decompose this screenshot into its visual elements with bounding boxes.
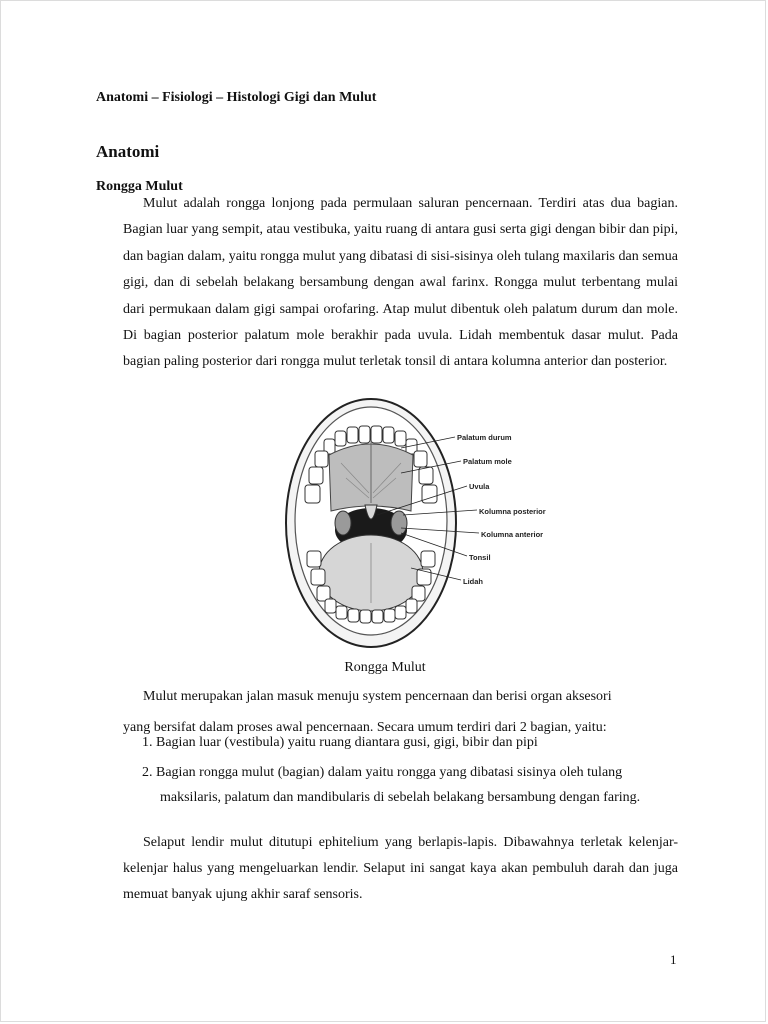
subsection-heading: Rongga Mulut — [96, 179, 183, 194]
label-tonsil: Tonsil — [469, 553, 491, 562]
mouth-anatomy-figure — [251, 393, 561, 648]
mouth-illustration — [251, 393, 561, 648]
list-item-1: 1. Bagian luar (vestibula) yaitu ruang diantara gusi, gigi, bibir dan pipi — [142, 735, 538, 750]
list-item-2-first-line: 2. Bagian rongga mulut (bagian) dalam yaitu rongga yang dibatasi sisinya oleh tulang — [142, 765, 623, 780]
list-item-2 — [142, 760, 678, 810]
section-heading: Anatomi — [96, 142, 160, 161]
list-item-2-continuation: maksilaris, palatum dan mandibularis di sebelah belakang bersambung dengan faring. — [160, 790, 641, 805]
paragraph-1: Mulut adalah rongga lonjong pada permulaan saluran pencernaan. Terdiri atas dua bagian. Bagian luar yang sempit, atau vestibuka, yaitu ruang di antara gusi serta gigi dengan bibir dan pipi, dan bagian dalam, yaitu rongga mulut yang dibatasi di sisi-sisinya oleh tulang maxilaris dan semua gigi, dan di sebelah belakang bersambung dengan awal farinx. Rongga mulut terbentang mulai dari permukaan dalam gigi sampai orofaring. Atap mulut dibentuk oleh palatum durum dan mole. Di bagian posterior palatum mole berakhir pada uvula. Lidah membentuk dasar mulut. Pada bagian paling posterior dari rongga mulut terletak tonsil di antara kolumna anterior dan posterior. — [123, 196, 678, 370]
paragraph-3: Selaput lendir mulut ditutupi ephitelium yang berlapis-lapis. Dibawahnya terletak kelenjar-kelenjar halus yang mengeluarkan lendir. Selaput ini sangat kaya akan pembuluh darah dan juga memuat banyak ujung akhir saraf sensoris. — [123, 835, 678, 902]
label-lidah: Lidah — [463, 577, 483, 586]
figure-caption: Rongga Mulut — [344, 660, 426, 675]
label-kolumna-posterior: Kolumna posterior — [479, 507, 546, 516]
paragraph-2-line-2: yang bersifat dalam proses awal pencernaan. Secara umum terdiri dari 2 bagian, yaitu: — [123, 720, 607, 735]
paragraph-2-line-1: Mulut merupakan jalan masuk menuju system pencernaan dan berisi organ aksesori — [143, 689, 612, 704]
document-title: Anatomi – Fisiologi – Histologi Gigi dan Mulut — [96, 90, 377, 105]
label-palatum-mole: Palatum mole — [463, 457, 512, 466]
page-number: 1 — [670, 952, 677, 967]
label-kolumna-anterior: Kolumna anterior — [481, 530, 544, 539]
label-uvula: Uvula — [469, 482, 490, 491]
label-palatum-durum: Palatum durum — [457, 433, 512, 442]
